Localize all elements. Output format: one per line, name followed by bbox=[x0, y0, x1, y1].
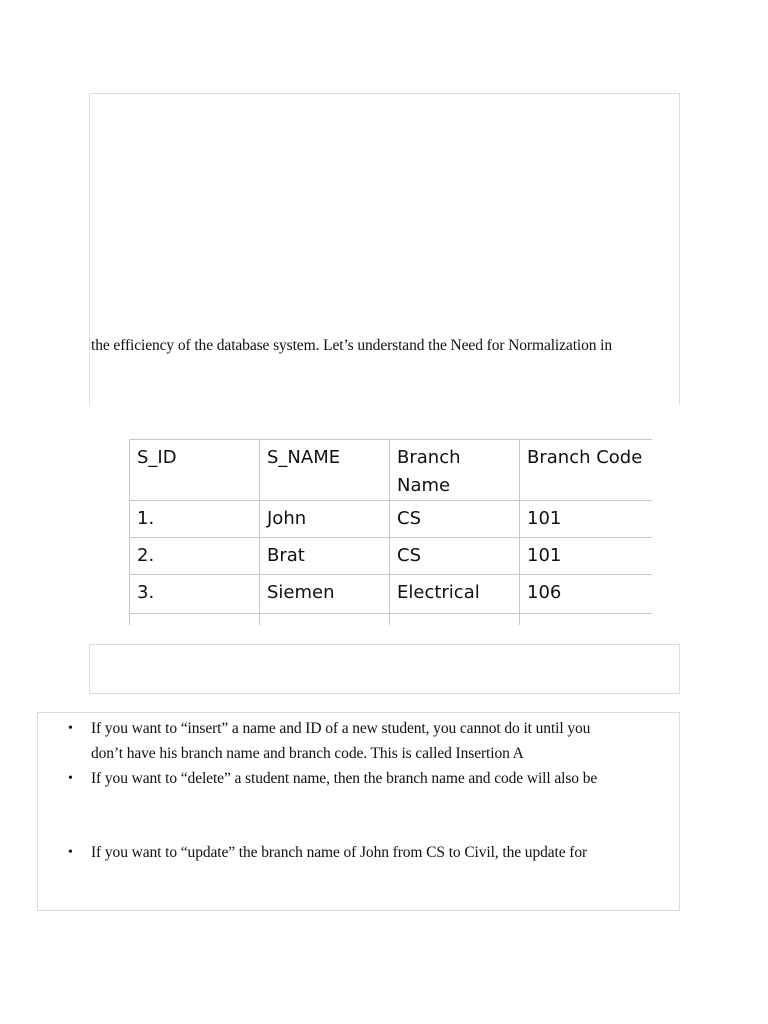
table-cell-empty bbox=[260, 614, 390, 626]
table-cell-s-name: Siemen bbox=[260, 575, 390, 614]
column-header-branch-code: Branch Code bbox=[520, 440, 653, 501]
column-header-s-id: S_ID bbox=[130, 440, 260, 501]
table-cell-s-id: 3. bbox=[130, 575, 260, 614]
table-row bbox=[130, 501, 653, 538]
bullet-text-line: If you want to “delete” a student name, then the branch name and code will also be bbox=[91, 770, 598, 787]
table-row bbox=[130, 575, 653, 614]
normalization-intro-text: the efficiency of the database system. Let’s understand the Need for Normalization in bbox=[91, 337, 613, 354]
table-cell-branch-code: 106 bbox=[520, 575, 653, 614]
table-header-row bbox=[130, 440, 653, 501]
table-row-empty bbox=[130, 614, 653, 626]
table-cell-empty bbox=[520, 614, 653, 626]
student-table-container bbox=[129, 439, 652, 625]
bullet-icon: • bbox=[68, 845, 73, 860]
table-cell-s-name: John bbox=[260, 501, 390, 538]
table-cell-empty bbox=[130, 614, 260, 626]
table-cell-empty bbox=[390, 614, 520, 626]
table-cell-branch-name: Electrical bbox=[390, 575, 520, 614]
anomalies-bullet-box bbox=[37, 712, 680, 911]
bullet-text-line: If you want to “update” the branch name of John from CS to Civil, the update for bbox=[91, 844, 588, 861]
bullet-text-line: If you want to “insert” a name and ID of a new student, you cannot do it until you bbox=[91, 720, 591, 737]
column-header-s-name: S_NAME bbox=[260, 440, 390, 501]
bullet-icon: • bbox=[68, 721, 73, 736]
bullet-icon: • bbox=[68, 771, 73, 786]
bullet-insert-anomaly bbox=[68, 716, 681, 766]
table-cell-branch-name: CS bbox=[390, 538, 520, 575]
table-cell-branch-code: 101 bbox=[520, 538, 653, 575]
table-row bbox=[130, 538, 653, 575]
column-header-branch-name: Branch Name bbox=[390, 440, 520, 501]
bullet-delete-anomaly bbox=[68, 766, 681, 791]
table-cell-branch-name: CS bbox=[390, 501, 520, 538]
bullet-text-line: don’t have his branch name and branch code. This is called Insertion A bbox=[91, 745, 524, 762]
top-text-box bbox=[89, 93, 680, 405]
empty-content-box bbox=[89, 644, 680, 694]
table-cell-s-id: 1. bbox=[130, 501, 260, 538]
table-cell-branch-code: 101 bbox=[520, 501, 653, 538]
table-cell-s-name: Brat bbox=[260, 538, 390, 575]
table-cell-s-id: 2. bbox=[130, 538, 260, 575]
student-table bbox=[129, 439, 652, 625]
bullet-update-anomaly bbox=[68, 840, 681, 865]
